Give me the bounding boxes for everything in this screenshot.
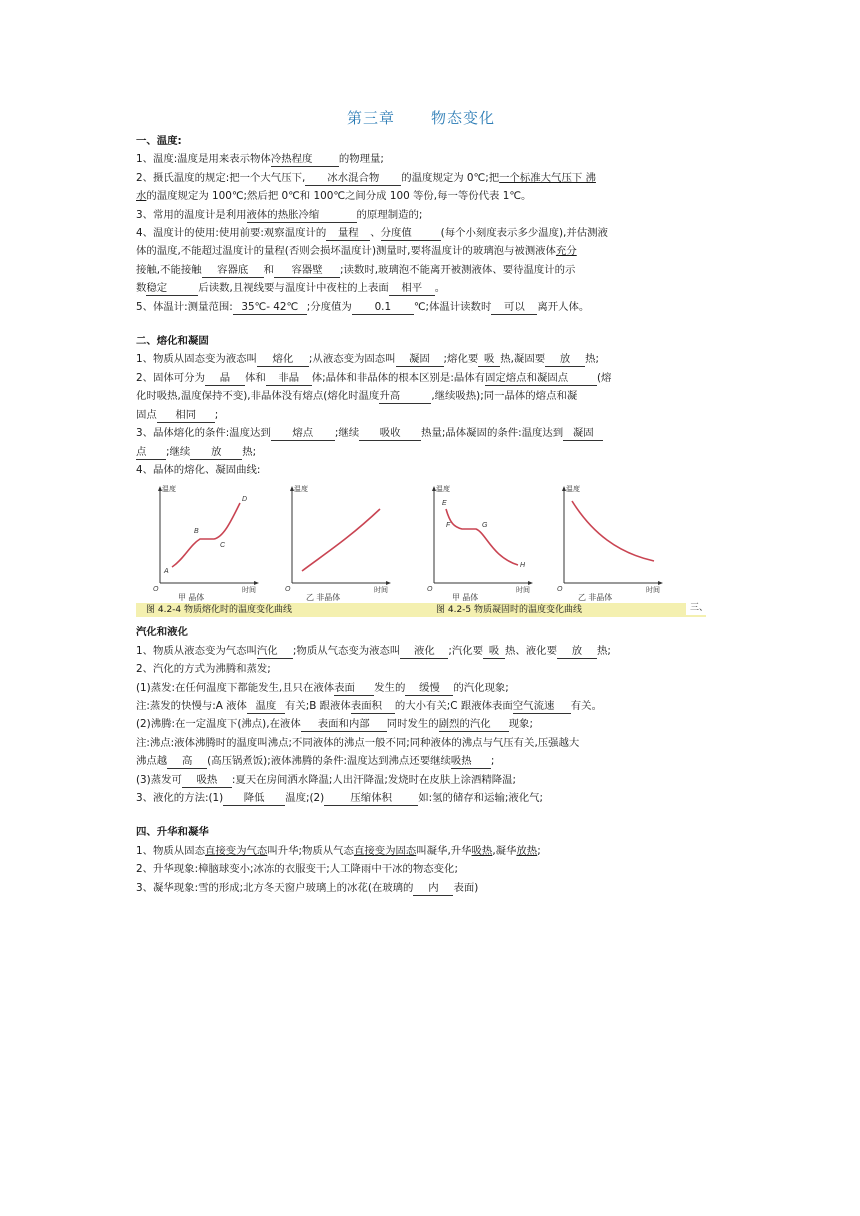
answer-blank: 相平 xyxy=(389,282,435,296)
figure-caption: 图 4.2-5 物质凝固时的温度变化曲线 xyxy=(436,605,583,616)
curve-line xyxy=(172,503,240,567)
section-heading: 一、温度: xyxy=(136,135,182,147)
axis-xlabel: 时间 xyxy=(242,587,256,595)
answer-blank: 液化 xyxy=(400,645,448,659)
point-label: B xyxy=(194,528,199,536)
axis-ylabel: 温度 xyxy=(162,486,176,494)
answer-blank: 凝固 xyxy=(563,427,603,441)
curve-line xyxy=(572,501,654,561)
answer-blank: 容器底 xyxy=(202,264,264,278)
curve-line xyxy=(446,509,518,565)
text-line: 1、物质从液态变为气态叫汽化 ;物质从气态变为液态叫 液化 ;汽化要 吸 热、液化要 放 热; xyxy=(136,644,611,657)
answer-blank: 直接变为固态 xyxy=(353,844,417,857)
answer-blank: 表面和内部 xyxy=(301,718,387,732)
text-line: 注:沸点:液体沸腾时的温度叫沸点;不同液体的沸点一般不同;同种液体的沸点与气压有关,压强越大 xyxy=(136,736,580,749)
answer-blank: 冷热程度 xyxy=(271,153,339,167)
svg-text:O: O xyxy=(557,586,563,594)
answer-blank: 吸 xyxy=(483,645,505,659)
answer-blank: 吸热 xyxy=(182,774,232,788)
text-line: 接触,不能接触 容器底 和 容器壁 ;读数时,玻璃泡不能离开被测液体、要待温度计的示 xyxy=(136,263,576,276)
text-line: 5、体温计:测量范围: 35℃- 42℃ ;分度值为 0.1 ℃;体温计读数时 可以 离开人体。 xyxy=(136,300,590,313)
text-line: (1)蒸发:在任何温度下都能发生,且只在液体表面 发生的 缓慢 的汽化现象; xyxy=(136,681,509,694)
svg-text:温度: 温度 xyxy=(566,486,580,494)
answer-blank: 吸收 xyxy=(359,427,421,441)
text-line: 2、汽化的方式为沸腾和蒸发; xyxy=(136,663,271,676)
answer-blank: 吸 xyxy=(478,353,500,367)
answer-blank: 放 xyxy=(557,645,597,659)
figure-sublabel: 乙 非晶体 xyxy=(306,593,341,602)
curve-figures xyxy=(136,483,706,603)
text-line: 1、物质从固态变为液态叫 熔化 ;从液态变为固态叫 凝固 ;熔化要 吸 热,凝固要 放 热; xyxy=(136,353,600,366)
chapter-name: 物态变化 xyxy=(431,109,496,127)
amorphous-melting-curve xyxy=(276,483,394,601)
answer-blank: 凝固 xyxy=(396,353,444,367)
text-line: (3)蒸发可 吸热 :夏天在房间洒水降温;人出汗降温;发烧时在皮肤上涂酒精降温; xyxy=(136,773,517,786)
answer-blank: 放 xyxy=(190,446,242,460)
answer-blank: 表面积 xyxy=(351,700,395,714)
answer-blank: 高 xyxy=(167,755,207,769)
chapter-title xyxy=(136,108,706,128)
point-label: G xyxy=(482,522,488,530)
answer-blank: 温度 xyxy=(247,700,285,714)
answer-blank: 液体的热胀冷缩 xyxy=(247,209,357,223)
text-line: (2)沸腾:在一定温度下(沸点),在液体 表面和内部 同时发生的剧烈的汽化 现象; xyxy=(136,718,533,731)
answer-blank: 分度值 xyxy=(381,227,441,241)
text-line: 1、温度:温度是用来表示物体冷热程度 的物理量; xyxy=(136,153,384,166)
answer-blank: 0.1 xyxy=(352,301,414,315)
amorphous-solidifying-curve xyxy=(548,483,666,601)
svg-text:O: O xyxy=(427,586,433,594)
answer-blank: 固定熔点和凝固点 xyxy=(485,372,597,386)
section-vaporization xyxy=(136,623,706,807)
section-heading: 二、熔化和凝固 xyxy=(136,335,209,348)
svg-text:O: O xyxy=(285,586,291,594)
answer-blank: 剧烈的汽化 xyxy=(439,718,509,732)
point-label: E xyxy=(442,500,447,508)
point-label: F xyxy=(446,522,451,530)
answer-blank: 一个标准大气压下 沸 xyxy=(499,171,596,184)
chapter-number: 第三章 xyxy=(346,109,395,127)
text-line: 固点 相同 ; xyxy=(136,408,219,421)
answer-blank: 熔点 xyxy=(271,427,335,441)
answer-blank: 稳定 xyxy=(146,282,198,296)
text-line: 数稳定 后读数,且视线要与温度计中夜柱的上表面 相平 。 xyxy=(136,282,446,295)
text-line: 化时吸热,温度保持不变),非晶体没有熔点(熔化时温度升高 ,继续吸热);同一晶体的熔点和凝 xyxy=(136,390,578,403)
answer-blank: 表面 xyxy=(334,682,374,696)
point-label: H xyxy=(520,562,526,570)
text-line: 体的温度,不能超过温度计的量程(否则会损坏温度计)测量时,要将温度计的玻璃泡与被测液体充分 xyxy=(136,245,577,258)
answer-blank: 放 xyxy=(545,353,585,367)
document-page xyxy=(136,108,706,897)
answer-blank: 直接变为气态 xyxy=(204,844,268,857)
figure-sublabel: 甲 晶体 xyxy=(178,593,205,602)
text-line: 3、液化的方法:(1) 降低 温度;(2) 压缩体积 如:氢的储存和运输;液化气; xyxy=(136,791,544,804)
text-line: 2、摄氏温度的规定:把一个大气压下, 冰水混合物 的温度规定为 0℃;把一个标准大气压下 沸 xyxy=(136,171,596,184)
point-label: C xyxy=(220,542,226,550)
answer-blank: 升高 xyxy=(379,390,431,404)
answer-blank: 吸热 xyxy=(471,844,493,857)
svg-text:时间: 时间 xyxy=(516,587,530,595)
answer-blank: 相同 xyxy=(157,409,215,423)
answer-blank: 点 xyxy=(136,446,166,460)
answer-blank: 晶 xyxy=(205,372,245,386)
answer-blank: 冰水混合物 xyxy=(305,172,401,186)
svg-text:温度: 温度 xyxy=(436,486,450,494)
text-line: 4、温度计的使用:使用前要:观察温度计的 量程 、分度值 (每个小刻度表示多少温度),并估测液 xyxy=(136,227,608,240)
text-line: 4、晶体的熔化、凝固曲线: xyxy=(136,463,261,476)
figure-caption-bar xyxy=(136,603,706,617)
answer-blank: 容器壁 xyxy=(274,264,340,278)
text-line: 沸点越 高 (高压锅煮饭);液体沸腾的条件:温度达到沸点还要继续吸热 ; xyxy=(136,755,495,768)
answer-blank: 压缩体积 xyxy=(324,792,418,806)
section-temperature xyxy=(136,132,706,316)
answer-blank: 水 xyxy=(136,190,147,203)
answer-blank: 非晶 xyxy=(266,372,312,386)
answer-blank: 降低 xyxy=(223,792,285,806)
answer-blank: 可以 xyxy=(491,301,537,315)
figure-caption: 图 4.2-4 物质熔化时的温度变化曲线 xyxy=(146,605,293,616)
point-label: D xyxy=(242,496,248,504)
text-line: 注:蒸发的快慢与:A 液体 温度 有关;B 跟液体表面积 的大小有关;C 跟液体表面空气流速 有关。 xyxy=(136,699,602,712)
text-line: 水的温度规定为 100℃;然后把 0℃和 100℃之间分成 100 等份,每一等份代表 1℃。 xyxy=(136,190,532,203)
section-melting xyxy=(136,332,706,617)
curve-line xyxy=(302,509,380,571)
section-number: 三、 xyxy=(686,601,708,615)
svg-text:时间: 时间 xyxy=(374,587,388,595)
answer-blank: 熔化 xyxy=(257,353,309,367)
answer-blank: 充分 xyxy=(555,245,577,258)
text-line: 1、物质从固态直接变为气态叫升华;物质从气态直接变为固态叫凝华,升华吸热,凝华放热; xyxy=(136,844,541,857)
figure-sublabel: 乙 非晶体 xyxy=(578,593,613,602)
crystal-solidifying-curve xyxy=(418,483,536,601)
svg-text:时间: 时间 xyxy=(646,587,660,595)
section-heading: 汽化和液化 xyxy=(136,626,188,639)
answer-blank: 量程 xyxy=(326,227,370,241)
answer-blank: 吸热 xyxy=(451,755,491,769)
origin-label: O xyxy=(153,586,159,594)
answer-blank: 空气流速 xyxy=(513,700,571,714)
text-line: 2、升华现象:樟脑球变小;冰冻的衣服变干;人工降雨中干冰的物态变化; xyxy=(136,863,458,876)
answer-blank: 35℃- 42℃ xyxy=(233,301,307,315)
answer-blank: 汽化 xyxy=(257,645,293,659)
text-line: 3、凝华现象:雪的形成;北方冬天窗户玻璃上的冰花(在玻璃的 内 表面) xyxy=(136,881,479,894)
answer-blank: 内 xyxy=(413,882,453,896)
text-line: 点 ;继续 放 热; xyxy=(136,445,257,458)
point-label: A xyxy=(164,568,169,576)
text-line: 3、常用的温度计是利用液体的热胀冷缩 的原理制造的; xyxy=(136,208,423,221)
svg-text:温度: 温度 xyxy=(294,486,308,494)
answer-blank: 放热 xyxy=(516,844,538,857)
answer-blank: 缓慢 xyxy=(405,682,453,696)
crystal-melting-curve xyxy=(144,483,262,601)
section-heading: 四、升华和凝华 xyxy=(136,826,209,839)
text-line: 2、固体可分为 晶 体和 非晶 体;晶体和非晶体的根本区别是:晶体有固定熔点和凝固点 (熔 xyxy=(136,371,612,384)
section-sublimation xyxy=(136,823,706,897)
text-line: 3、晶体熔化的条件:温度达到 熔点 ;继续 吸收 热量;晶体凝固的条件:温度达到 凝固 xyxy=(136,424,706,442)
figure-sublabel: 甲 晶体 xyxy=(452,593,479,602)
